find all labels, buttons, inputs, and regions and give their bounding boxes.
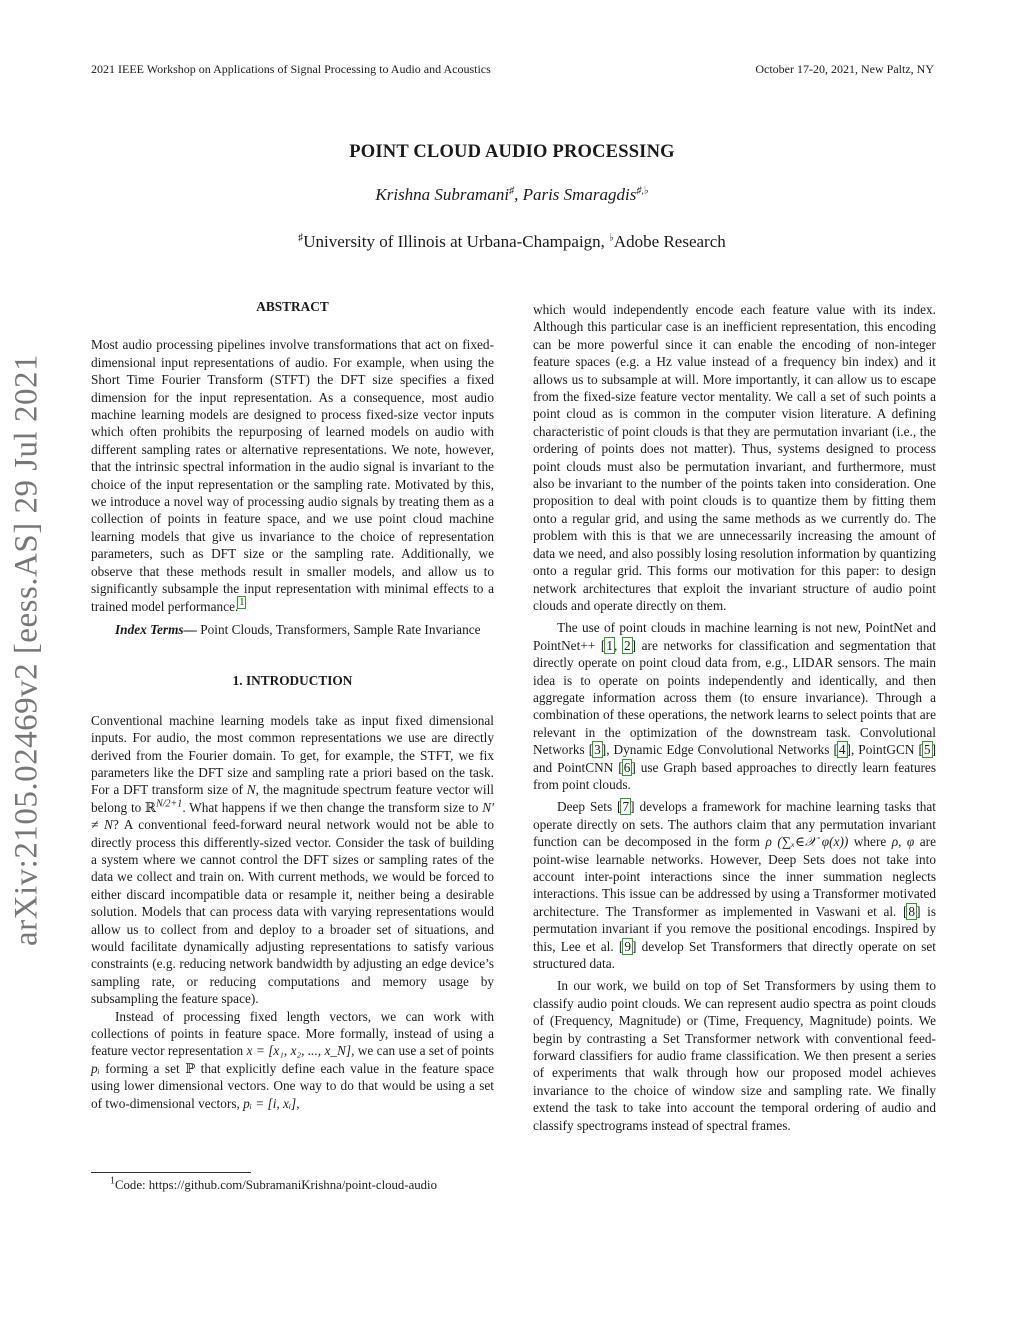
citation-link-5[interactable]: 5 bbox=[923, 742, 931, 758]
citation-link-9[interactable]: 9 bbox=[624, 938, 631, 954]
citation-link-6[interactable]: 6 bbox=[623, 759, 631, 775]
p5-text-d: are point-wise learnable networks. However, Deep Sets does not take into account inter-point interactions since the inner summation neglects interactions. This issue can be addressed by using a Transformer motivated architecture. The Transformer as implemented in Vaswani et al. [ bbox=[533, 834, 936, 919]
left-column bbox=[91, 298, 494, 1112]
citation-link-4[interactable]: 4 bbox=[838, 742, 846, 758]
author-1-affil-mark: ♯ bbox=[509, 185, 515, 197]
footnote-mark: 1 bbox=[110, 1175, 115, 1187]
citation-link-8[interactable]: 8 bbox=[908, 903, 916, 919]
p4-sep: , bbox=[613, 637, 623, 653]
arxiv-stamp-text: arXiv:2105.02469v2 [eess.AS] 29 Jul 2021 bbox=[8, 354, 45, 946]
math-feature-vector: x = [x₁, x₂, ..., x_N] bbox=[246, 1043, 352, 1059]
intro-paragraph-4 bbox=[533, 619, 936, 793]
math-N: N bbox=[246, 782, 256, 798]
abstract-heading: ABSTRACT bbox=[256, 299, 329, 314]
affil-2-mark: ♭ bbox=[609, 232, 614, 244]
intro-p1-text-d: ? A conventional feed-forward neural network would not be able to directly process this differently-sized vector. Consider the task of building a system where we cannot control the DFT sizes or sampling rates of the data we collect and train on. With current methods, we would be forced to either discard incompatible data or resample it, neither being a desirable solution. Models that can process data with varying representations would allow us to collect from and deploy to a broader set of situations, and would facilitate dynamically adjusting representations to satisfy various constraints (e.g. reducing network bandwidth by adjusting an edge device’s sampling rate, or reducing computations and memory usage by subsampling the feature space). bbox=[91, 817, 495, 1007]
p5-text-c: where bbox=[848, 834, 892, 850]
citation-link-3[interactable]: 3 bbox=[594, 742, 601, 758]
math-point-vector: pᵢ = [i, xᵢ] bbox=[243, 1095, 297, 1111]
intro-paragraph-3: which would independently encode each feature value with its index. Although this particular case is an inefficient representation, this encoding can be more powerful since it can enable the encoding of non-integer feature spaces (e.g. a Hz value instead of a frequency bin index) and it allows us to subsample at will. More importantly, it can allow us to escape from the fixed-size feature vector mentality. We call a set of such points a point cloud as is common in the computer vision literature. A defining characteristic of point clouds is that they are permutation invariant (i.e., the ordering of points does not matter). Thus, systems designed to process point clouds must also be permutation invariant, and furthermore, must also be invariant to the number of the points taken into consideration. One proposition to deal with point clouds is to quantize them by fitting them onto a regular grid, and using the same methods as we currently do. The problem with this is that we are unnecessarily increasing the amount of data we need, and also possibly losing resolution information by quantizing onto a regular grid. This forms our motivation for this paper: to design network architectures that exploit the invariant structure of audio point clouds and operate directly on them. bbox=[533, 302, 936, 613]
citation-link-1[interactable]: 1 bbox=[606, 637, 613, 653]
affil-2: Adobe Research bbox=[613, 232, 726, 251]
intro-p1-text-a: Conventional machine learning models take as input fixed dimensional inputs. For audio, the most common representations we use are directly derived from the Fourier domain. To get, for example, the STFT, we fix parameters like the DFT size and sampling rate a priori based on the task. For a DFT transform size of bbox=[91, 712, 494, 798]
intro-p2-text-c: forming a set bbox=[99, 1060, 186, 1076]
author-2-affil-mark: ♯,♭ bbox=[636, 185, 649, 197]
p4-text-f: ] use Graph based approaches to directly learn features from point clouds. bbox=[533, 759, 936, 792]
citation-link-7[interactable]: 7 bbox=[622, 799, 630, 815]
p4-text-c: ], Dynamic Edge Convolutional Networks [ bbox=[601, 742, 838, 758]
math-deep-sets-formula: ρ (∑ₓ∈𝒳 φ(x)) bbox=[765, 834, 849, 850]
intro-p2-text-d: that explicitly define each value in the feature space using lower dimensional vectors. One way to do that would be using a set of two-dimensional vectors, bbox=[91, 1060, 495, 1111]
index-terms-text: Point Clouds, Transformers, Sample Rate Invariance bbox=[196, 621, 481, 637]
author-separator: , bbox=[514, 185, 523, 204]
footnote bbox=[110, 1175, 438, 1193]
abstract-body bbox=[91, 336, 494, 615]
header-venue: 2021 IEEE Workshop on Applications of Signal Processing to Audio and Acoustics bbox=[91, 62, 491, 76]
intro-paragraph-2 bbox=[91, 1008, 494, 1112]
math-real-space: ℝ bbox=[145, 799, 157, 815]
index-terms bbox=[91, 621, 494, 638]
author-2: Paris Smaragdis bbox=[522, 185, 637, 204]
intro-heading: 1. INTRODUCTION bbox=[232, 673, 353, 689]
citation-link-2[interactable]: 2 bbox=[623, 637, 631, 653]
math-rho-phi: ρ, φ bbox=[891, 834, 915, 850]
running-header bbox=[91, 62, 934, 77]
math-point-pi: pᵢ bbox=[91, 1060, 100, 1076]
p4-text-a: The use of point clouds in machine learning is not new, PointNet and PointNet++ [ bbox=[533, 620, 936, 653]
author-1: Krishna Subramani bbox=[375, 185, 510, 204]
author-list bbox=[0, 185, 1024, 205]
index-terms-label: Index Terms— bbox=[115, 621, 197, 637]
p5-text-b: ] develops a framework for machine learning tasks that operate directly on sets. The authors claim that any permutation invariant function can be decomposed in the form bbox=[533, 799, 937, 850]
intro-p2-text-b: , we can use a set of points bbox=[351, 1043, 494, 1059]
header-date-location: October 17-20, 2021, New Paltz, NY bbox=[755, 62, 934, 76]
intro-paragraph-6: In our work, we build on top of Set Transformers by using them to classify audio point clouds. We can represent audio spectra as point clouds of (Frequency, Magnitude) or (Time, Frequency, Magnitude) points. We begin by contrasting a Set Transformer network with conventional feed-forward classifiers for audio frame classification. We then present a series of experiments that walk through how our proposed model achieves invariance to the choice of window size and sampling rate. We finally extend the task to take into account the temporal ordering of audio and classify spectrograms instead of spectral frames. bbox=[533, 978, 936, 1133]
intro-p2-text-e: , bbox=[296, 1095, 300, 1111]
footnote-text: Code: https://github.com/SubramaniKrishna/point-cloud-audio bbox=[115, 1178, 438, 1192]
arxiv-stamp bbox=[5, 350, 49, 950]
intro-p1-text-b: , the magnitude spectrum feature vector will belong to bbox=[91, 782, 494, 815]
math-set-P: ℙ bbox=[185, 1060, 196, 1076]
math-real-space-exponent: N/2+1 bbox=[156, 798, 183, 810]
affiliations bbox=[0, 232, 1024, 252]
intro-paragraph-1 bbox=[91, 712, 494, 1008]
p5-text-a: Deep Sets [ bbox=[557, 799, 622, 815]
p4-text-b: ] are networks for classification and segmentation that directly operate on point cloud data from, e.g., LIDAR sensors. The main idea is to operate on points independently and identically, and then aggregate information across them (to ensure invariance). Through a combination of these operations, the network learns to select points that are relevant in the optimization of the downstream task. Convolutional Networks [ bbox=[533, 637, 937, 758]
intro-paragraph-5 bbox=[533, 798, 936, 972]
p5-text-e: ] is permutation invariant if you remove the positional encodings. Inspired by this, Lee et al. [ bbox=[533, 903, 936, 954]
math-n-prime-neq: N′ ≠ N bbox=[91, 799, 494, 833]
affil-1-mark: ♯ bbox=[298, 232, 304, 244]
footnote-divider bbox=[91, 1172, 251, 1173]
p5-text-f: ] develop Set Transformers that directly operate on set structured data. bbox=[533, 938, 936, 972]
right-column bbox=[533, 301, 936, 1134]
intro-p2-text-a: Instead of processing fixed length vectors, we can work with collections of points in feature space. More formally, instead of using a feature vector representation bbox=[91, 1008, 494, 1059]
paper-title: POINT CLOUD AUDIO PROCESSING bbox=[349, 142, 675, 162]
affil-1: University of Illinois at Urbana-Champaign, bbox=[303, 232, 610, 251]
footnote-link[interactable]: 1 bbox=[239, 597, 245, 609]
p4-text-e: ] and PointCNN [ bbox=[533, 742, 936, 775]
abstract-text: Most audio processing pipelines involve transformations that act on fixed-dimensional input representations of audio. For example, when using the Short Time Fourier Transform (STFT) the DFT size specifies a fixed dimension for the input representation. As a consequence, most audio machine learning models are designed to process fixed-size vector inputs which often prohibits the repurposing of learned models on audio with different sampling rates or alternative representations. We note, however, that the intrinsic spectral information in the audio signal is invariant to the choice of the input representation or the sampling rate. Motivated by this, we introduce a novel way of processing audio signals by treating them as a collection of points in feature space, and we use point cloud machine learning models that give us invariance to the choice of representation parameters, such as DFT size or the sampling rate. Additionally, we observe that these methods result in smaller models, and allow us to significantly subsample the input representation with minimal effects to a trained model performance. bbox=[91, 337, 494, 614]
intro-p1-text-c: . What happens if we then change the transform size to bbox=[182, 799, 483, 815]
p4-text-d: ], PointGCN [ bbox=[846, 742, 923, 758]
